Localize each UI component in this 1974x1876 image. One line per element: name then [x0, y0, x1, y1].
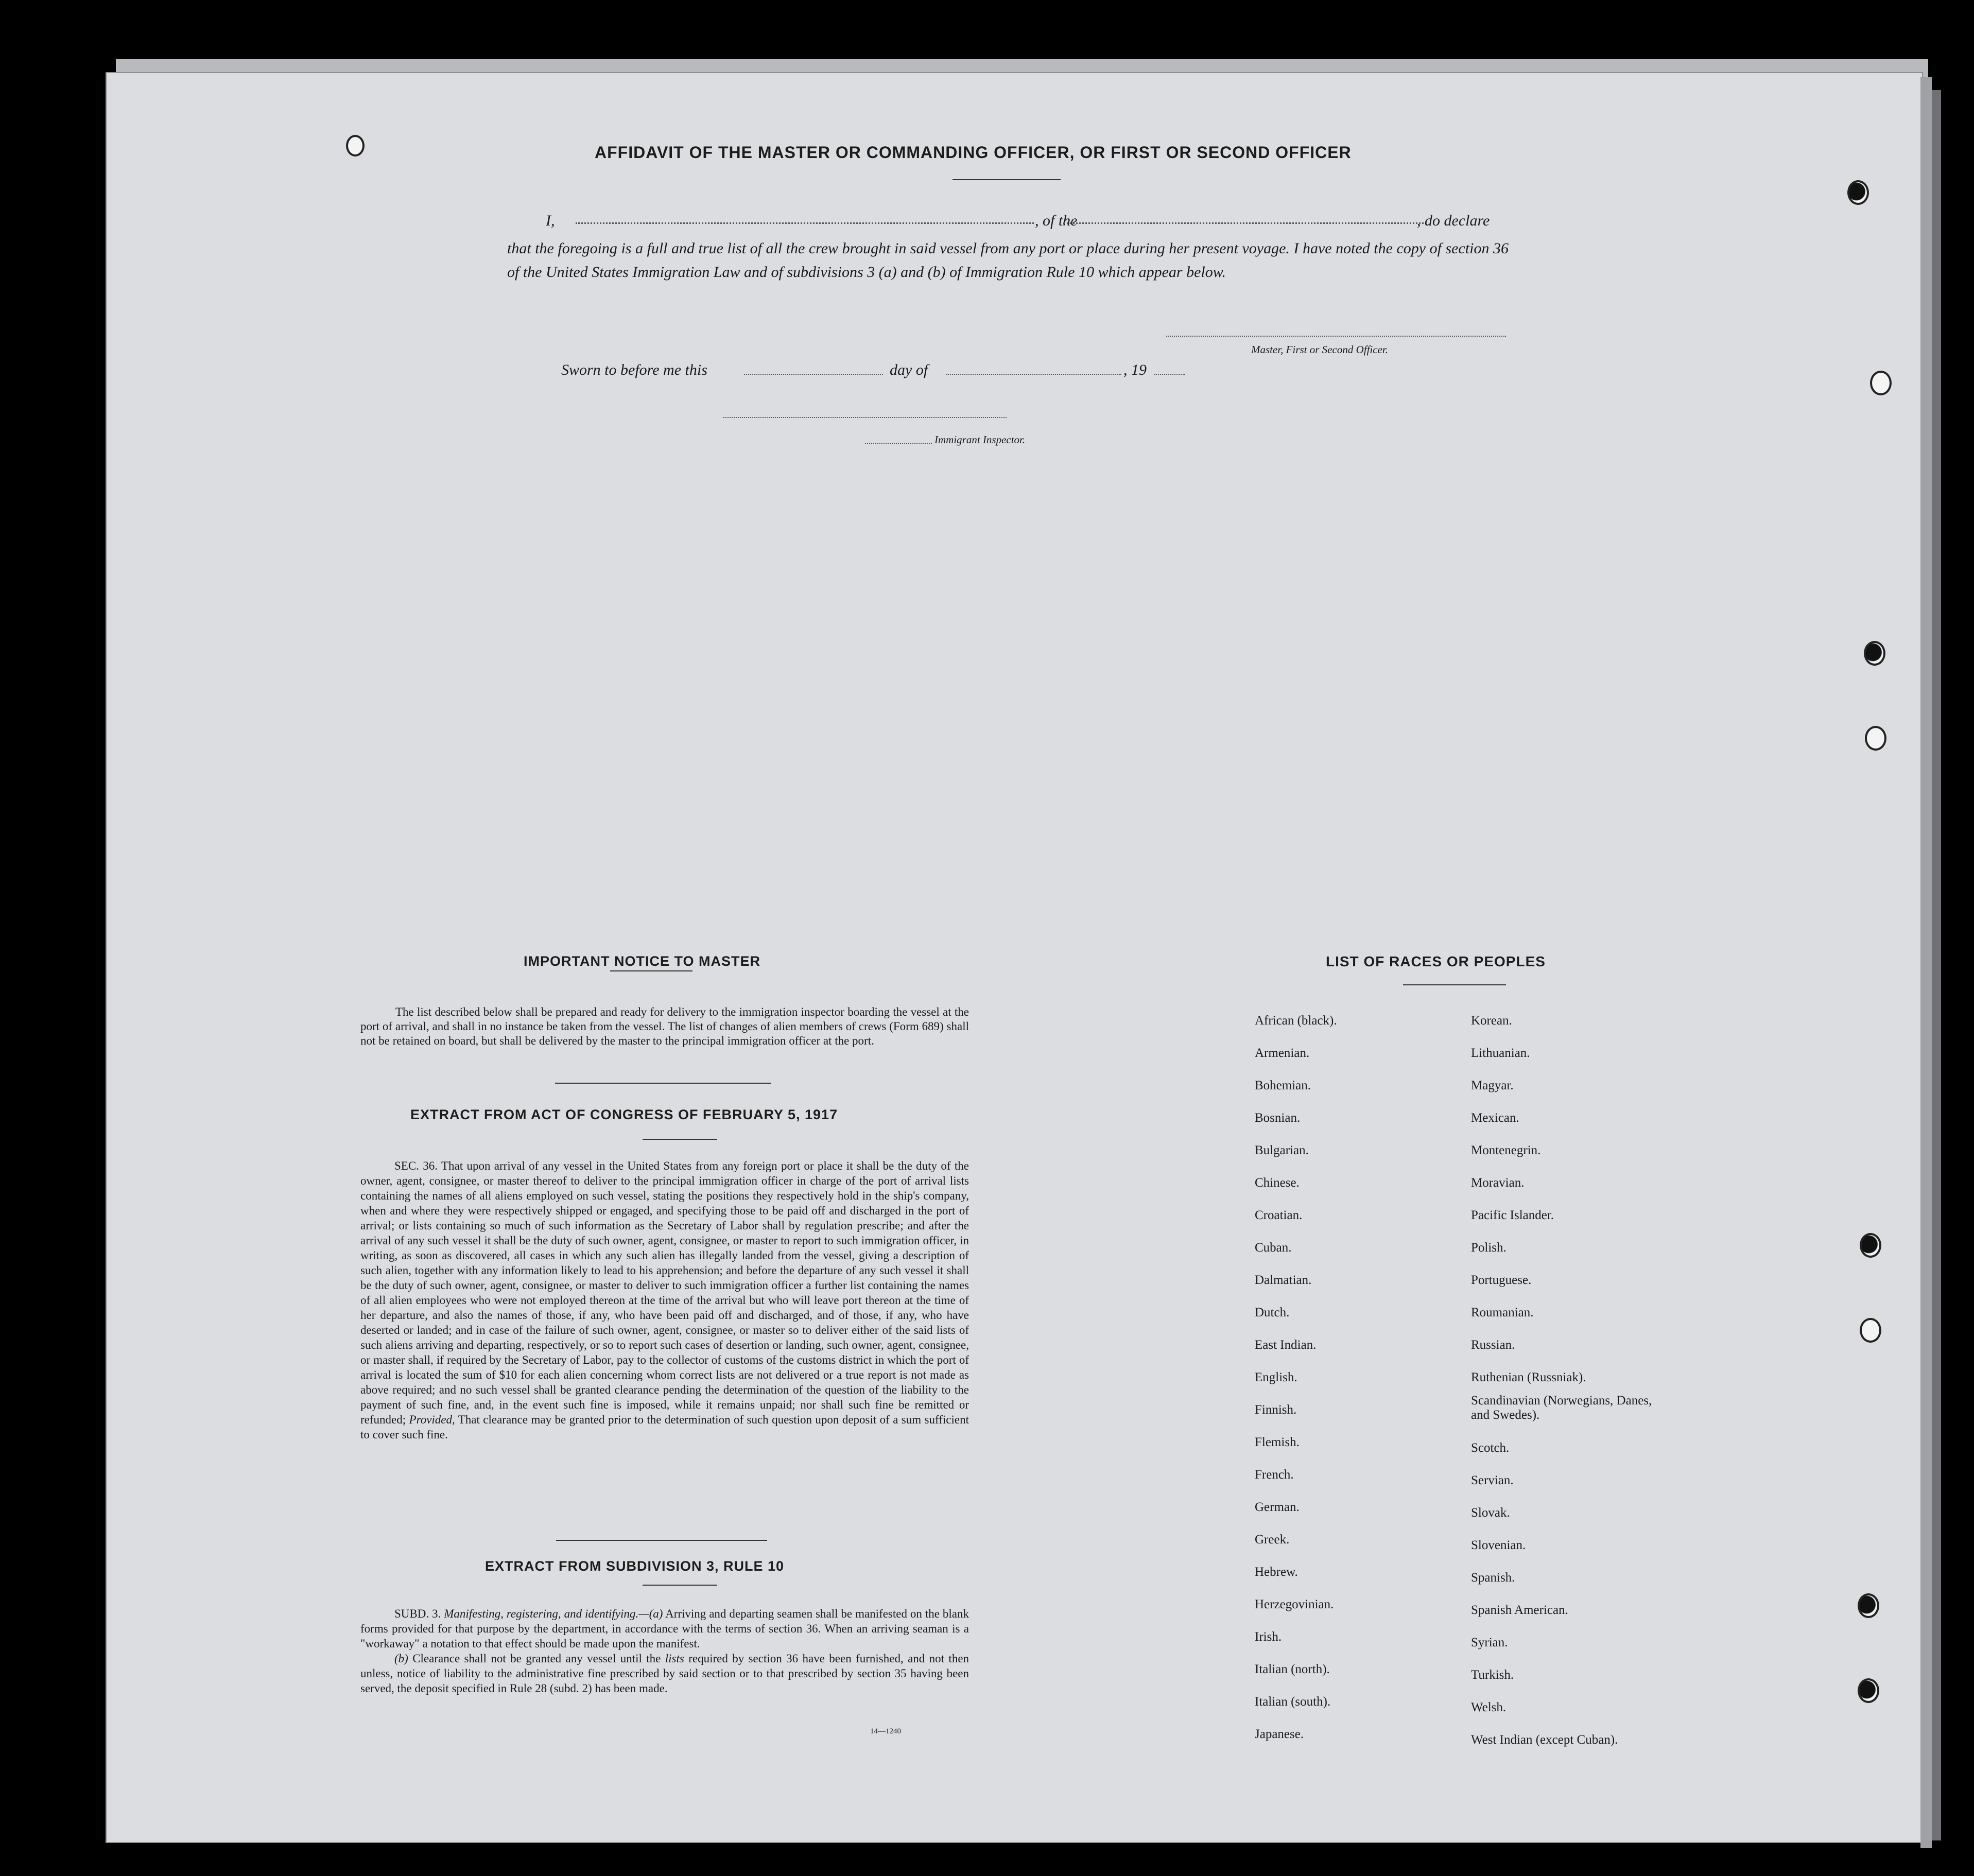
sworn-day-field[interactable] [744, 374, 883, 375]
title-underline [953, 179, 1061, 180]
race-list-item: Croatian. [1255, 1208, 1303, 1222]
notice-underline [610, 970, 692, 971]
race-list-item: Flemish. [1255, 1435, 1300, 1449]
punch-hole-icon [346, 135, 365, 157]
race-list-item: Italian (south). [1255, 1695, 1331, 1709]
race-list-item: West Indian (except Cuban). [1471, 1733, 1618, 1747]
divider [556, 1540, 767, 1541]
races-title: LIST OF RACES OR PEOPLES [1326, 953, 1546, 969]
race-list-item: Magyar. [1471, 1079, 1514, 1092]
punch-hole-icon [1864, 641, 1885, 666]
notice-title: IMPORTANT NOTICE TO MASTER [524, 953, 760, 969]
race-list-item: Russian. [1471, 1338, 1515, 1352]
notice-body: The list described below shall be prepared and ready for delivery to the immigration inspector boarding the vessel at the port of arrival, and shall in no instance be taken from the vessel. The list of changes of alien members of crews (Form 689) shall not be retained on board, but shall be delivered by the master to the principal immigration officer at the port. [360, 1005, 969, 1047]
race-list-item: Hebrew. [1255, 1565, 1298, 1579]
part-b-text-1: Clearance shall not be granted any vessel until the [412, 1652, 661, 1665]
race-list-item: Bohemian. [1255, 1079, 1311, 1092]
rule-underline [643, 1585, 717, 1586]
part-b-label: (b) [394, 1652, 408, 1665]
race-list-item: Mexican. [1471, 1111, 1519, 1125]
declaration-body: that the foregoing is a full and true list of all the crew brought in said vessel from any port or place during her present voyage. I have noted the copy of section 36 of the United States Immigration Law and of subdivisions 3 (a) and (b) of Immigration Rule 10 which appear below. [507, 240, 1509, 281]
act-extract-body [360, 1158, 969, 1442]
sworn-line [561, 361, 1205, 382]
declaration-line [546, 212, 1509, 233]
race-list-item: Ruthenian (Russniak). [1471, 1370, 1586, 1384]
race-list-item: Dalmatian. [1255, 1273, 1312, 1287]
races-underline [1403, 984, 1506, 985]
sworn-month-field[interactable] [946, 374, 1121, 375]
race-list-item: Servian. [1471, 1473, 1514, 1487]
subd-label: SUBD. 3. [394, 1607, 441, 1620]
race-list-item: Italian (north). [1255, 1662, 1330, 1676]
race-list-item: French. [1255, 1468, 1294, 1482]
part-b [360, 1651, 969, 1696]
race-list-item: Irish. [1255, 1630, 1282, 1644]
race-list-item: Finnish. [1255, 1403, 1297, 1417]
race-list-item: Polish. [1471, 1241, 1507, 1255]
race-list-item: Roumanian. [1471, 1306, 1534, 1319]
page-edge [1920, 77, 1932, 1848]
part-a [360, 1606, 969, 1651]
vessel-field[interactable] [1063, 222, 1424, 224]
race-list-item: Portuguese. [1471, 1273, 1532, 1287]
rule-extract-title: EXTRACT FROM SUBDIVISION 3, RULE 10 [485, 1558, 785, 1574]
punch-hole-icon [1860, 1318, 1881, 1343]
punch-hole-icon [1847, 180, 1869, 205]
race-list-item: Lithuanian. [1471, 1046, 1530, 1060]
page-edge-shadow [1932, 90, 1941, 1840]
race-list-item: East Indian. [1255, 1338, 1317, 1352]
race-list-item: Scotch. [1471, 1441, 1510, 1455]
race-list-item: Syrian. [1471, 1636, 1508, 1649]
sworn-text: Sworn to before me this [561, 361, 707, 378]
name-field[interactable] [576, 222, 1034, 224]
inspector-signature-line[interactable] [723, 417, 1007, 418]
race-list-item: Bosnian. [1255, 1111, 1301, 1125]
part-a-text: Arriving and departing seamen shall be manifested on the blank forms provided for that purpose by the department, in accordance with the terms of section 36. When an arriving seaman is a "workaway" a notation to that effect should be made upon the manifest. [360, 1607, 969, 1650]
race-list-item: Montenegrin. [1471, 1143, 1541, 1157]
act-underline [643, 1139, 717, 1140]
divider [555, 1083, 771, 1084]
provided-label: Provided, [409, 1413, 455, 1426]
punch-hole-icon [1860, 1233, 1881, 1258]
race-list-item: Chinese. [1255, 1176, 1300, 1190]
punch-hole-icon [1858, 1593, 1879, 1618]
inspector-short-line [865, 443, 932, 444]
master-signature-line[interactable] [1166, 336, 1506, 337]
race-list-item: Scandinavian (Norwegians, Danes, and Swedes). [1471, 1394, 1652, 1422]
of-the-text: , of the [1035, 212, 1078, 229]
sworn-year-field[interactable] [1154, 374, 1185, 375]
race-list-item: Japanese. [1255, 1727, 1304, 1741]
race-list-item: African (black). [1255, 1014, 1337, 1028]
part-a-label: —(a) [638, 1607, 663, 1620]
day-of-text: day of [890, 361, 928, 378]
race-list-item: Moravian. [1471, 1176, 1525, 1190]
race-list-item: Korean. [1471, 1014, 1512, 1028]
act-extract-title: EXTRACT FROM ACT OF CONGRESS OF FEBRUARY 5, 1917 [410, 1107, 838, 1122]
punch-hole-icon [1858, 1678, 1879, 1703]
part-b-text-2: required by section 36 have been furnished, and not then unless, notice of liability to the administrative fine prescribed by said section or to that prescribed by section 35 having been served, the deposit specified in Rule 28 (subd. 2) has been made. [360, 1652, 969, 1695]
race-list-item: Pacific Islander. [1471, 1208, 1554, 1222]
form-number: 14—1240 [870, 1727, 901, 1735]
race-list-item: German. [1255, 1500, 1300, 1514]
race-list-item: Spanish. [1471, 1571, 1515, 1585]
race-list-item: Slovenian. [1471, 1538, 1526, 1552]
race-list-item: Herzegovinian. [1255, 1597, 1334, 1611]
rule-extract-body [360, 1606, 969, 1696]
affidavit-title: AFFIDAVIT OF THE MASTER OR COMMANDING OFFICER, OR FIRST OR SECOND OFFICER [595, 143, 1352, 162]
subd-heading: Manifesting, registering, and identifying. [444, 1607, 639, 1620]
race-list-item: Spanish American. [1471, 1603, 1568, 1617]
races-left-column [1255, 1004, 1337, 1750]
race-list-item: Dutch. [1255, 1306, 1290, 1319]
part-b-lists: lists [665, 1652, 684, 1665]
race-list-item: Bulgarian. [1255, 1143, 1309, 1157]
race-list-item: English. [1255, 1370, 1297, 1384]
section-text-end: That clearance may be granted prior to the determination of such question upon deposit of a sum sufficient to cover such fine. [360, 1413, 969, 1441]
section-label: SEC. 36. [394, 1159, 438, 1172]
race-list-item: Welsh. [1471, 1700, 1507, 1714]
pronoun-i: I, [546, 212, 555, 229]
races-right-column [1471, 1004, 1656, 1756]
race-list-item: Slovak. [1471, 1506, 1510, 1520]
declare-text: , do declare [1417, 212, 1490, 229]
race-list-item: Cuban. [1255, 1241, 1292, 1255]
year-prefix: , 19 [1123, 361, 1147, 378]
master-signature-label: Master, First or Second Officer. [1251, 343, 1388, 356]
inspector-label: Immigrant Inspector. [934, 433, 1026, 446]
punch-hole-icon [1865, 726, 1886, 751]
race-list-item: Turkish. [1471, 1668, 1514, 1682]
section-text: That upon arrival of any vessel in the United States from any foreign port or place it shall be the duty of the owner, agent, consignee, or master thereof to deliver to the principal immigration officer in charge of the port of arrival lists containing the names of all aliens employed on such vessel, stating the positions they respectively hold in the ship's company, when and where they were respectively shipped or engaged, and specifying those to be paid off and discharged in the port of arrival; or lists containing so much of such information as the Secretary of Labor shall by regulation prescribe; and after the arrival of any such vessel it shall be the duty of such owner, agent, consignee, or master to report to such immigration officer, in writing, as soon as discovered, all cases in which any such alien has illegally landed from the vessel, giving a description of such alien, together with any information likely to lead to his apprehension; and before the departure of any such vessel it shall be the duty of such owner, agent, consignee, or master to deliver to such immigration officer a further list containing the names of all alien employees who were not employed thereon at the time of the arrival but who will leave port thereon at the time of her departure, and also the names of those, if any, who have been paid off and discharged, and of those, if any, who have deserted or landed; and in case of the failure of such owner, agent, consignee, or master so to deliver either of the said lists of such aliens arriving and departing, respectively, or so to report such cases of desertion or landing, such owner, agent, consignee, or master shall, if required by the Secretary of Labor, pay to the collector of customs of the customs district in which the port of arrival is located the sum of $10 for each alien concerning whom correct lists are not delivered or a true report is not made as above required; and no such vessel shall be granted clearance pending the determination of the question of the liability to the payment of such fine, and, in the event such fine is imposed, while it remains unpaid; nor shall such fine be remitted or refunded; [360, 1159, 969, 1426]
punch-hole-icon [1870, 371, 1892, 395]
race-list-item: Greek. [1255, 1533, 1290, 1547]
race-list-item: Armenian. [1255, 1046, 1310, 1060]
